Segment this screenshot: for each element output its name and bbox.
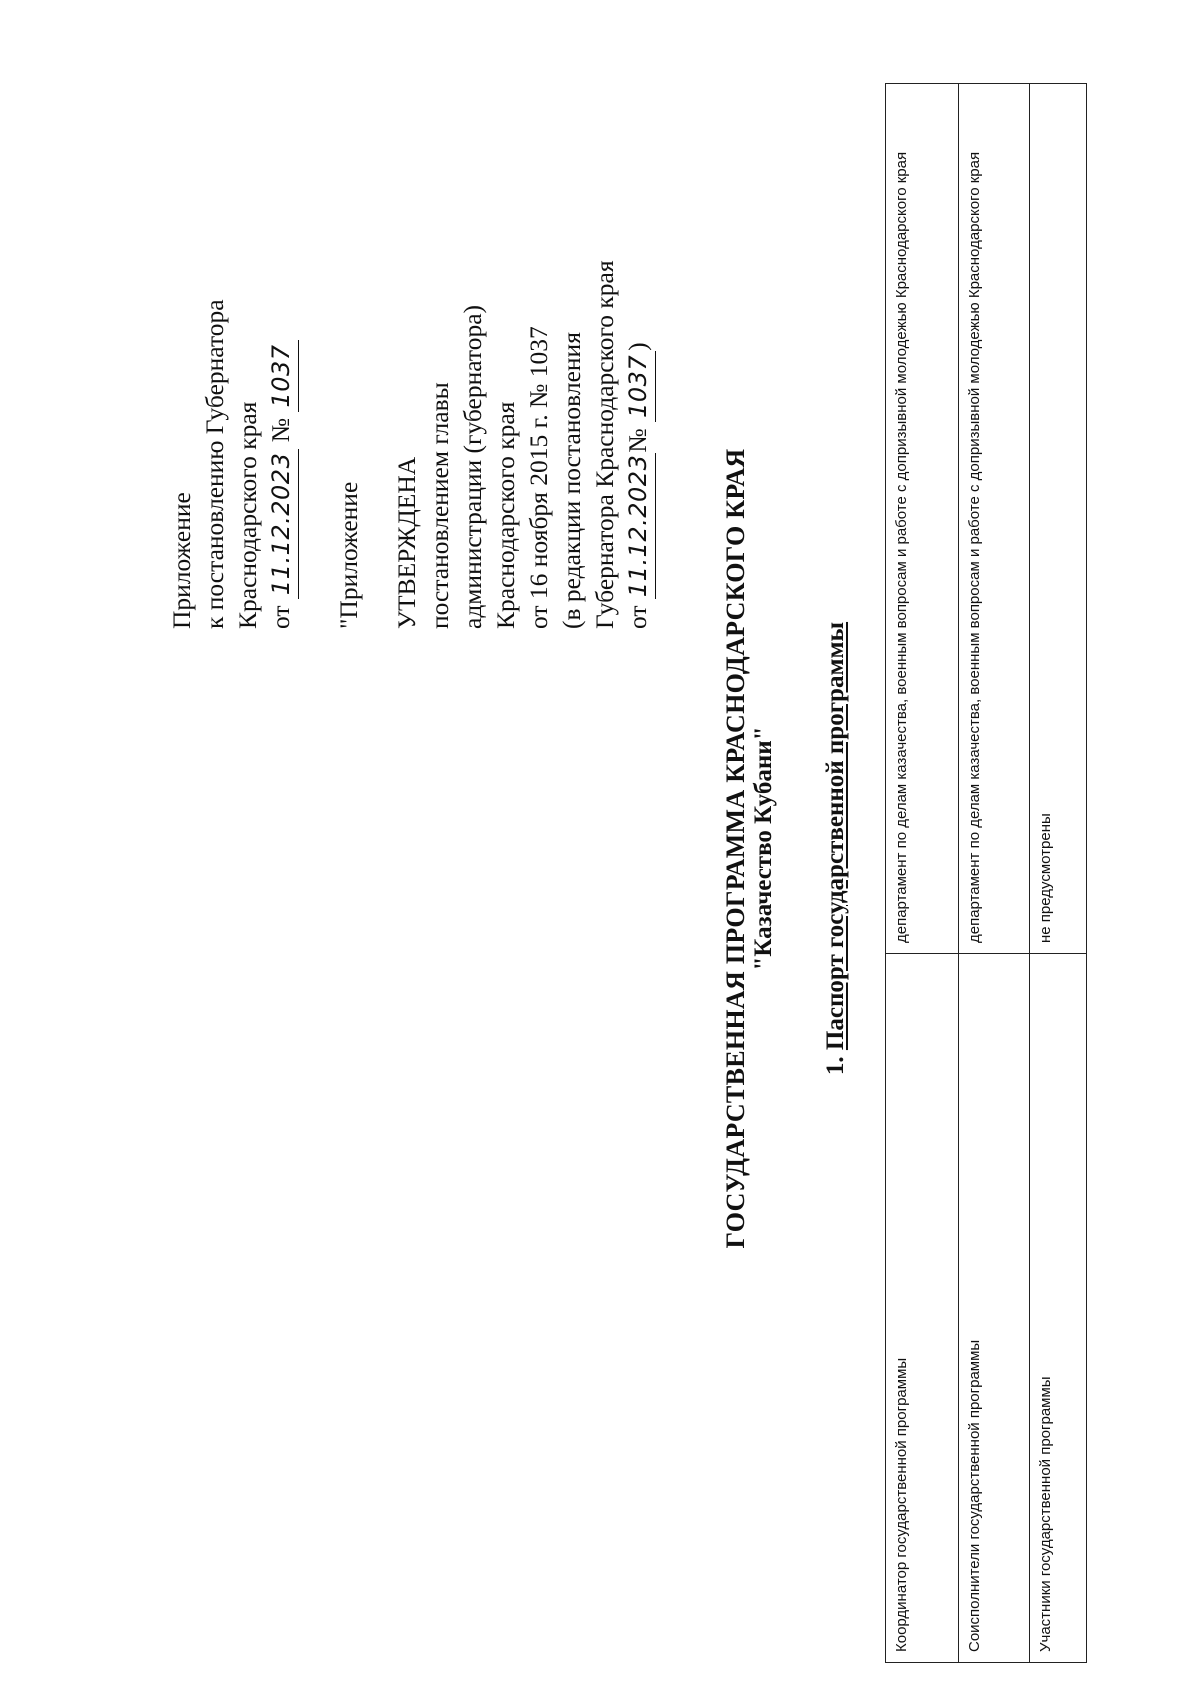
document-title-block bbox=[722, 0, 778, 1697]
appendix-line1: Приложение bbox=[167, 492, 196, 629]
appendix-block bbox=[165, 69, 365, 629]
row-label: Участники государственной программы bbox=[1030, 954, 1087, 1663]
table-row bbox=[959, 84, 1030, 1663]
approved-handwritten-number: 1037 bbox=[622, 351, 656, 422]
section-heading bbox=[822, 0, 850, 1697]
appendix-from-prefix: от bbox=[266, 605, 295, 629]
appendix-line2: к постановлению Губернатора bbox=[200, 299, 229, 629]
appendix-date-line bbox=[264, 69, 299, 629]
approved-closing-paren: ) bbox=[623, 342, 652, 351]
row-value: не предусмотрены bbox=[1030, 84, 1087, 954]
row-value: департамент по делам казачества, военным вопросам и работе с допризывной молодежью Краснодарского края bbox=[886, 84, 959, 954]
row-label: Координатор государственной программы bbox=[886, 954, 959, 1663]
approved-from-prefix: от bbox=[623, 605, 652, 629]
document-title: ГОСУДАРСТВЕННАЯ ПРОГРАММА КРАСНОДАРСКОГО КРАЯ bbox=[721, 448, 750, 1249]
section-number: 1. bbox=[822, 1056, 849, 1076]
passport-table bbox=[885, 83, 1087, 1663]
approved-line: от 16 ноября 2015 г. № 1037 bbox=[524, 326, 553, 629]
appendix-line3: Краснодарского края bbox=[233, 401, 262, 629]
approved-block bbox=[390, 9, 656, 629]
approved-handwritten-date: 11.12.2023 bbox=[622, 453, 656, 599]
section-title: Паспорт государственной программы bbox=[822, 621, 849, 1051]
document-subtitle: "Казачество Кубани" bbox=[750, 726, 777, 971]
approved-line: администрации (губернатора) bbox=[458, 304, 487, 629]
approved-heading: УТВЕРЖДЕНА bbox=[392, 456, 421, 629]
appendix-handwritten-number: 1037 bbox=[265, 340, 299, 411]
row-label: Соисполнители государственной программы bbox=[959, 954, 1030, 1663]
appendix-number-sign: № bbox=[266, 417, 295, 443]
approved-line: (в редакции постановления bbox=[557, 332, 586, 629]
appendix-handwritten-date: 11.12.2023 bbox=[265, 449, 299, 599]
row-value: департамент по делам казачества, военным вопросам и работе с допризывной молодежью Краснодарского края bbox=[959, 84, 1030, 954]
table-row bbox=[886, 84, 959, 1663]
approved-date-line bbox=[621, 9, 656, 629]
table-row bbox=[1030, 84, 1087, 1663]
approved-line: Краснодарского края bbox=[491, 401, 520, 629]
quote-appendix: "Приложение bbox=[334, 481, 363, 629]
approved-line: Губернатора Краснодарского края bbox=[590, 260, 619, 629]
approved-number-sign: № bbox=[623, 428, 652, 453]
approved-line: постановлением главы bbox=[425, 382, 454, 629]
